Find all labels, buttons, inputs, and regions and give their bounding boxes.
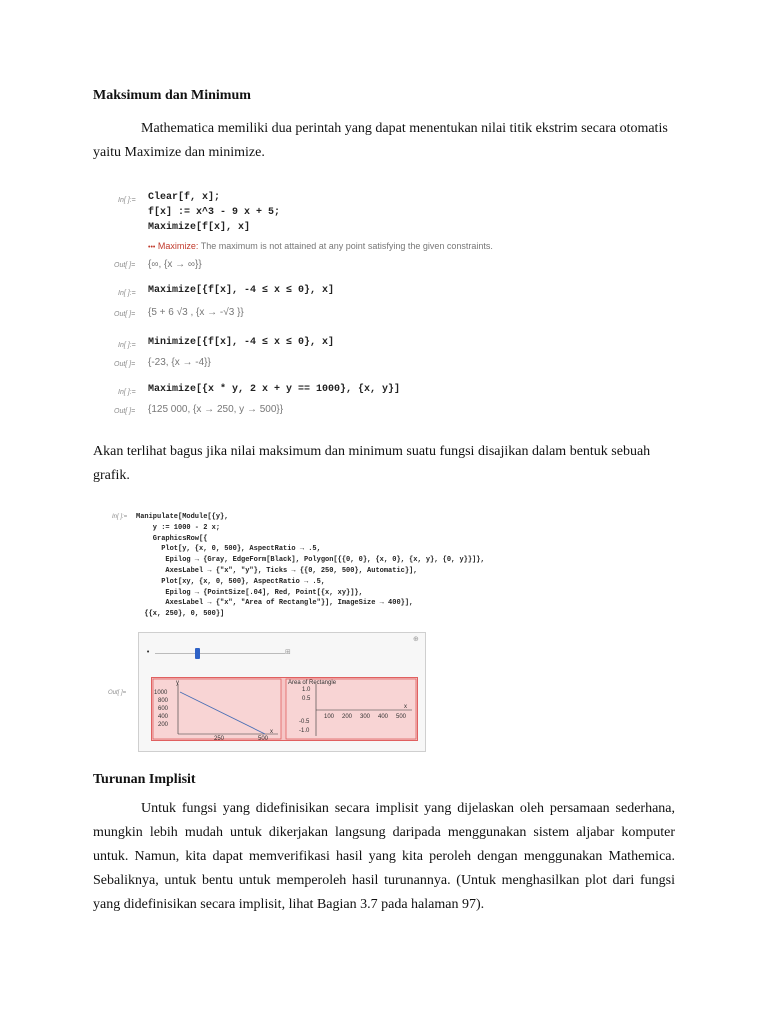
in-label: In[ ]:= [118,197,136,204]
intro-line-2: yaitu Maximize dan minimize. [93,145,265,160]
manipulate-code-line[interactable]: y := 1000 - 2 x; [136,523,221,532]
intro-paragraph [93,117,675,165]
manipulate-code-line[interactable]: Plot[xy, {x, 0, 500}, AspectRatio → .5, [136,577,326,586]
slider-label-icon: • [146,648,151,656]
warning-dots-icon: ••• [148,244,156,251]
plot-1-ytick: 800 [158,698,169,704]
slider-expand-icon[interactable]: ⊞ [285,648,291,656]
output-value: {5 + 6 √3 , {x → -√3 }} [148,307,244,318]
implicit-paragraph: Untuk fungsi yang didefinisikan secara implisit yang dijelaskan oleh persamaan sederhana, mungkin lebih mudah untuk dikerjakan langsung daripada menggunakan sistem aljabar komputer untuk. Namun, kita dapat memverifikasi hasil yang kita peroleh dengan menggunakan Mathemica. Sebaliknya, untuk bentu untuk memperoleh hasil turunannya. (Untuk menghasilkan plot dari fungsi yang didefinisikan secara implisit, lihat Bagian 3.7 pada halaman 97). [93,801,675,912]
plot-1-ytick: 600 [158,706,169,712]
manipulate-code-line[interactable]: Manipulate[Module[{y}, [136,513,229,521]
plot-1-ytick: 400 [158,714,169,720]
code-line[interactable]: Minimize[{f[x], -4 ≤ x ≤ 0}, x] [148,337,335,348]
slider-track[interactable] [155,653,285,654]
manipulate-code-line[interactable]: Plot[y, {x, 0, 500}, AspectRatio → .5, [136,545,321,554]
output-value: {∞, {x → ∞}} [148,259,202,270]
plot-2-ytick: -1.0 [299,728,310,734]
plot-1-ytick: 200 [158,722,169,728]
plot-2-xtick: 100 [324,714,335,720]
section-title-turunan: Turunan Implisit [93,772,196,787]
plot-2-xtick: 500 [396,714,407,720]
manipulate-code-line[interactable]: AxesLabel → {"x", "Area of Rectangle"}], ImageSize → 400}], [136,599,414,608]
plot-2-ytick: -0.5 [299,719,310,725]
out-label: Out[ ]= [114,262,136,269]
graph-line-2: grafik. [93,468,130,483]
manipulate-code-line[interactable]: GraphicsRow[{ [136,534,208,543]
plot-2-ytick: 0.5 [302,696,311,702]
in-label: In[ ]:= [118,389,136,396]
in-label: In[ ]:= [118,342,136,349]
plot-1-xtick: 500 [258,736,269,740]
output-value: {125 000, {x → 250, y → 500}} [148,404,284,415]
code-line[interactable]: Maximize[{x * y, 2 x + y == 1000}, {x, y}] [148,384,401,395]
code-line[interactable]: f[x] := x^3 - 9 x + 5; [148,207,281,218]
plot-2-xtick: 200 [342,714,353,720]
in-label: In[ ]:= [112,514,128,520]
warning-prefix: Maximize: [157,241,199,251]
graph-paragraph [93,440,675,488]
manipulate-panel [138,632,426,752]
plot-1-ylabel: y [176,680,179,686]
section-title-maksimum: Maksimum dan Minimum [93,88,251,103]
options-icon[interactable]: ⊕ [413,635,419,643]
plot-1-xlabel: x [270,729,273,735]
out-label: Out[ ]= [114,311,136,318]
manipulate-code-line[interactable]: Epilog → {Gray, EdgeForm[Black], Polygon[{{0, 0}, {x, 0}, {x, y}, {0, y}}]}, [136,556,485,565]
plot-2 [286,679,416,739]
warning-message [148,241,493,251]
code-line[interactable]: Maximize[f[x], x] [148,222,251,233]
warning-text: The maximum is not attained at any point satisfying the given constraints. [198,241,493,251]
plot-2-xlabel: x [404,704,407,710]
code-line[interactable]: Clear[f, x]; [148,192,221,203]
manipulate-code-line[interactable]: Epilog → {PointSize[.04], Red, Point[{x, xy}]}, [136,588,363,597]
in-label: In[ ]:= [118,290,136,297]
plot-1 [153,679,281,740]
plot-2-xtick: 300 [360,714,371,720]
slider-thumb[interactable] [195,648,200,659]
plot-2-xtick: 400 [378,714,389,720]
plot-2-ytick: 1.0 [302,687,311,693]
graph-line-1: Akan terlihat bagus jika nilai maksimum dan minimum suatu fungsi disajikan dalam bentuk sebuah [93,444,651,459]
out-label: Out[ ]= [108,690,127,696]
plots-svg [152,678,417,740]
intro-line-1: Mathematica memiliki dua perintah yang dapat menentukan nilai titik ekstrim secara otomatis [141,121,668,136]
output-value: {-23, {x → -4}} [148,357,211,368]
plot-1-background [153,679,281,739]
plot-2-ylabel: Area of Rectangle [288,680,337,686]
code-line[interactable]: Maximize[{f[x], -4 ≤ x ≤ 0}, x] [148,285,335,296]
plot-1-xtick: 250 [214,736,225,740]
out-label: Out[ ]= [114,408,136,415]
plot-1-ytick: 1000 [154,690,168,696]
out-label: Out[ ]= [114,361,136,368]
manipulate-code-line[interactable]: AxesLabel → {"x", "y"}, Ticks → {{0, 250, 500}, Automatic}], [136,567,418,575]
plots-frame [151,677,418,741]
manipulate-code-line[interactable]: {{x, 250}, 0, 500}] [136,610,225,619]
